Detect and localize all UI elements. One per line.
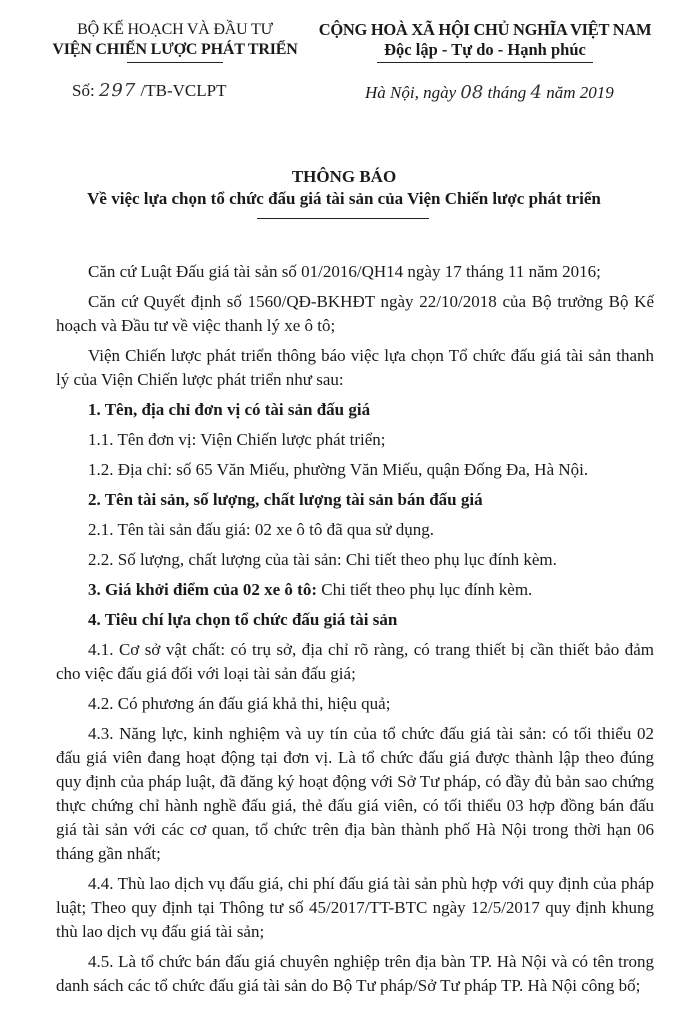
section-1-1: 1.1. Tên đơn vị: Viện Chiến lược phát triển; xyxy=(88,430,386,449)
document-title: THÔNG BÁO xyxy=(291,167,397,186)
intro-paragraph: Viện Chiến lược phát triển thông báo việc lựa chọn Tổ chức đấu giá tài sản thanh lý của Viện Chiến lược phát triển như sau: xyxy=(56,346,654,389)
section-1-2: 1.2. Địa chỉ: số 65 Văn Miếu, phường Văn Miếu, quận Đống Đa, Hà Nội. xyxy=(88,460,589,479)
section-4-1: 4.1. Cơ sở vật chất: có trụ sở, địa chỉ rõ ràng, có trang thiết bị cần thiết bảo đảm cho việc đấu giá đối với loại tài sản đấu giá; xyxy=(56,640,654,683)
date-month-handwritten: 4 xyxy=(530,82,542,103)
issuer-underline xyxy=(127,62,223,63)
place-and-date xyxy=(365,82,614,104)
section-4-5: 4.5. Là tổ chức bán đấu giá chuyên nghiệp trên địa bàn TP. Hà Nội và có tên trong danh sách các tổ chức đấu giá tài sản do Bộ Tư pháp/Sở Tư pháp TP. Hà Nội công bố; xyxy=(56,952,654,995)
section-4-heading: 4. Tiêu chí lựa chọn tổ chức đấu giá tài sản xyxy=(88,610,398,629)
section-3 xyxy=(56,578,654,602)
parent-ministry: BỘ KẾ HOẠCH VÀ ĐẦU TƯ xyxy=(77,21,273,38)
nation-name: CỘNG HOÀ XÃ HỘI CHỦ NGHĨA VIỆT NAM xyxy=(318,20,652,39)
date-month-label: tháng xyxy=(487,83,527,102)
section-2-heading: 2. Tên tài sản, số lượng, chất lượng tài sản bán đấu giá xyxy=(88,490,483,509)
section-4-4: 4.4. Thù lao dịch vụ đấu giá, chi phí đấu giá tài sản phù hợp với quy định của pháp luật; Theo quy định tại Thông tư số 45/2017/TT-BTC ngày 12/5/2017 quy định khung thù lao dịch vụ đấu giá tài sản; xyxy=(56,874,654,941)
doc-number-label: Số: xyxy=(72,81,95,100)
doc-number-handwritten: 297 xyxy=(98,80,137,101)
section-3-text: Chi tiết theo phụ lục đính kèm. xyxy=(317,580,533,599)
document-subtitle: Về việc lựa chọn tổ chức đấu giá tài sản của Viện Chiến lược phát triển xyxy=(87,189,601,208)
section-4-3: 4.3. Năng lực, kinh nghiệm và uy tín của tổ chức đấu giá tài sản: có tối thiểu 02 đấu giá viên đang hoạt động tại đơn vị. Là tổ chức đấu giá được thành lập theo đúng quy định của pháp luật, đã đăng ký hoạt động với Sở Tư pháp, có đầy đủ bản sao chứng thực chứng chỉ hành nghề đấu giá, thẻ đấu giá viên, có tối thiểu 03 hợp đồng bán đấu giá tài sản với các cơ quan, tổ chức trên địa bàn thành phố Hà Nội trong thời hạn 06 tháng gần nhất; xyxy=(56,724,654,863)
issuing-institute: VIỆN CHIẾN LƯỢC PHÁT TRIỂN xyxy=(52,41,298,58)
section-3-heading: 3. Giá khởi điểm của 02 xe ô tô: xyxy=(88,580,317,599)
section-1-heading: 1. Tên, địa chỉ đơn vị có tài sản đấu giá xyxy=(88,400,371,419)
section-2-1: 2.1. Tên tài sản đấu giá: 02 xe ô tô đã qua sử dụng. xyxy=(88,520,435,539)
section-4-2: 4.2. Có phương án đấu giá khả thi, hiệu quả; xyxy=(88,694,391,713)
legal-basis-2: Căn cứ Quyết định số 1560/QĐ-BKHĐT ngày 22/10/2018 của Bộ trưởng Bộ Kế hoạch và Đầu tư về việc thanh lý xe ô tô; xyxy=(56,292,654,335)
date-day-handwritten: 08 xyxy=(460,82,484,103)
motto-underline xyxy=(377,62,593,63)
date-prefix: Hà Nội, ngày xyxy=(365,83,457,102)
date-year: năm 2019 xyxy=(546,83,614,102)
document-number xyxy=(72,80,227,102)
title-underline xyxy=(257,218,429,219)
issuer-block xyxy=(30,20,320,63)
legal-basis-1: Căn cứ Luật Đấu giá tài sản số 01/2016/QH14 ngày 17 tháng 11 năm 2016; xyxy=(88,262,601,281)
section-2-2: 2.2. Số lượng, chất lượng của tài sản: Chi tiết theo phụ lục đính kèm. xyxy=(88,550,557,569)
document-body xyxy=(56,260,654,1004)
doc-number-suffix: /TB-VCLPT xyxy=(140,81,227,100)
national-motto: Độc lập - Tự do - Hạnh phúc xyxy=(384,40,586,59)
national-header xyxy=(300,20,670,63)
